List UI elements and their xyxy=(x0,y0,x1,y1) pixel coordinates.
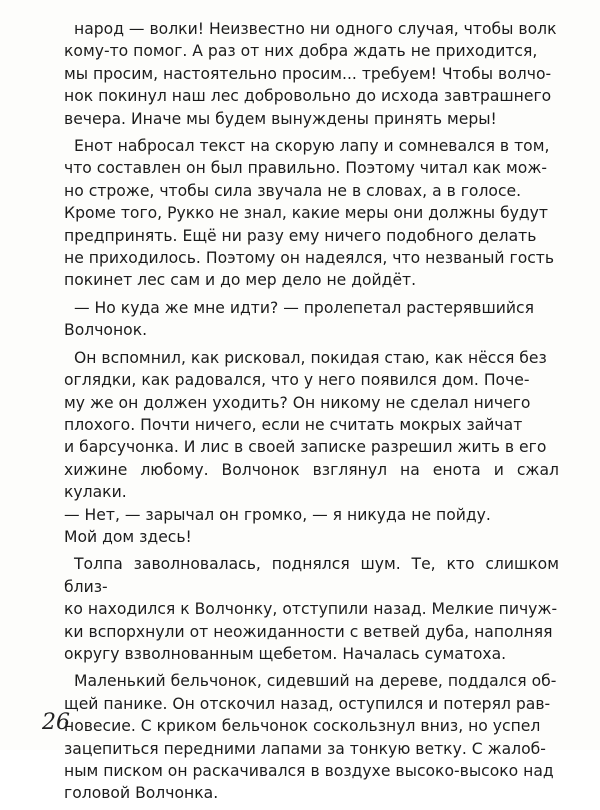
page-number: 26 xyxy=(42,710,70,735)
paragraph-2: Енот набросал текст на скорую лапу и сомневался в том, что составлен он был правильно. Поэтому читал как мож- но строже, чтобы сила звучала не в словах, а в голосе. Кроме того, Рукко не знал, какие меры они должны будут предпринять. Ещё ни разу ему ничего подобного делать не приходилось. Поэтому он надеялся, что незваный гость покинет лес сам и до мер дело не дойдёт. xyxy=(64,137,555,290)
page-body-text xyxy=(64,18,559,810)
paragraph-6: Маленький бельчонок, сидевший на дереве, поддался об- щей панике. Он отскочил назад, оступился и потерял рав- новесие. С криком бельчонок соскользнул вниз, но успел зацепиться передними лапами за тонкую ветку. С жалоб- ным писком он раскачивался в воздухе высоко-высоко над головой Волчонка. xyxy=(64,672,557,803)
paragraph-1: народ — волки! Неизвестно ни одного случая, чтобы волк кому-то помог. А раз от них добра ждать не приходится, мы просим, настоятельно просим... требуем! Чтобы волчо- нок покинул наш лес добровольно до исхода завтрашнего вечера. Иначе мы будем вынуждены принять меры! xyxy=(64,20,557,128)
paragraph-4: Он вспомнил, как рисковал, покидая стаю, как нёсся без оглядки, как радовался, что у него появился дом. Поче- му же он должен уходить? Он никому не сделал ничего плохого. Почти ничего, если не считать мокрых зайчат и барсучонка. И лис в своей записке разрешил жить в его хижине любому. Волчонок взглянул на енота и сжал кулаки. — Нет, — зарычал он громко, — я никуда не пойду. Мой дом здесь! xyxy=(64,348,559,546)
paragraph-3: — Но куда же мне идти? — пролепетал растерявшийся Волчонок. xyxy=(64,298,534,340)
paragraph-5: Толпа заволновалась, поднялся шум. Те, кто слишком близ- ко находился к Волчонку, отступили назад. Мелкие пичуж- ки вспорхнули от неожиданности с ветвей дуба, наполняя округу взволнованным щебетом. Началась суматоха. xyxy=(64,555,559,663)
